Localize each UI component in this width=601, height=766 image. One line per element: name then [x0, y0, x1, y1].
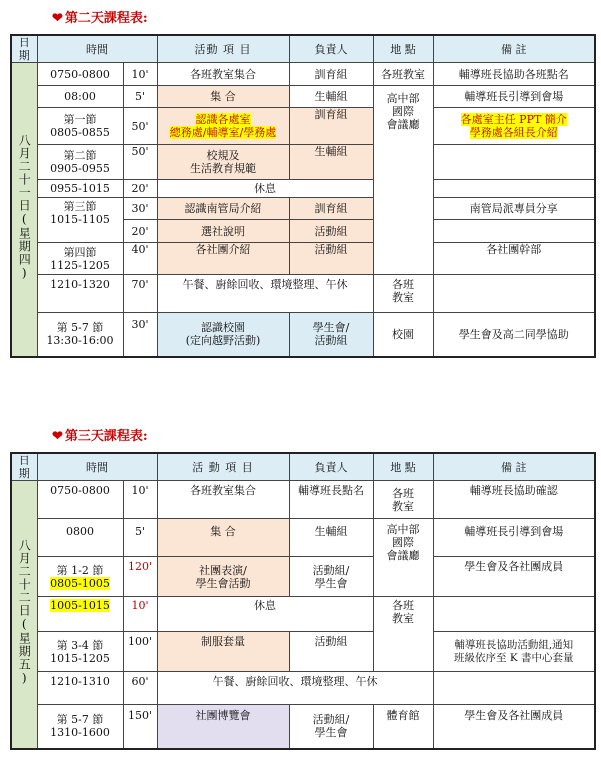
duration-cell: 120': [123, 557, 157, 597]
activity-cell: 休息: [157, 180, 373, 198]
header-activity: 活 動 項 目: [157, 453, 289, 481]
note-cell: [433, 108, 595, 145]
activity-cell: 選社說明: [157, 220, 289, 243]
owner-cell: 生輔組: [289, 86, 373, 108]
table-row: [11, 672, 595, 705]
table-header-row: [11, 35, 595, 63]
place-cell: 高中部 國際 會議廳: [373, 519, 433, 597]
note-cell: 學生會及各社團成員: [433, 557, 595, 597]
time-cell: 第 5-7 節 13:30-16:00: [37, 313, 123, 357]
table-row: [11, 705, 595, 749]
time-cell: 0955-1015: [37, 180, 123, 198]
owner-cell: 活動組/ 學生會: [289, 705, 373, 749]
time-cell: 第四節 1125-1205: [37, 243, 123, 275]
note-cell: 輔導班長協助活動組,通知 班級依序至 K 書中心套量: [433, 632, 595, 672]
table-row: [11, 275, 595, 313]
day2-schedule-table: [10, 34, 596, 358]
activity-cell: 制服套量: [157, 632, 289, 672]
table-row: [11, 86, 595, 108]
day2-heading: [52, 7, 148, 26]
header-time: 時間: [37, 35, 157, 63]
header-place: 地 點: [373, 453, 433, 481]
table-row: [11, 63, 595, 86]
note-cell: [433, 220, 595, 243]
note-cell: 各社團幹部: [433, 243, 595, 275]
table-row: [11, 313, 595, 357]
header-time: 時間: [37, 453, 157, 481]
place-cell: 各班 教室: [373, 597, 433, 672]
day-label: 八月二十一日(星期四): [17, 134, 32, 282]
owner-cell: 訓育組: [289, 108, 373, 145]
table-row: [11, 145, 595, 180]
time-cell: 第 5-7 節 1310-1600: [37, 705, 123, 749]
note-cell: [433, 145, 595, 180]
table-row: [11, 519, 595, 557]
duration-cell: 40': [123, 243, 157, 275]
place-cell: 高中部 國際 會議廳: [373, 86, 433, 275]
heart-icon: ❤: [52, 11, 63, 26]
day3-schedule-table: [10, 452, 596, 750]
note-cell: 學生會及各社團成員: [433, 705, 595, 749]
place-cell: 體育館: [373, 705, 433, 749]
place-cell: 各班 教室: [373, 275, 433, 313]
duration-cell: 20': [123, 220, 157, 243]
header-note: 備 註: [433, 453, 595, 481]
owner-cell: 活動組: [289, 220, 373, 243]
activity-cell: 各班教室集合: [157, 481, 289, 519]
activity-cell: 認識南管局介紹: [157, 198, 289, 220]
activity-cell: 社團表演/ 學生會活動: [157, 557, 289, 597]
activity-cell: 休息: [157, 597, 373, 632]
owner-cell: 活動組/ 學生會: [289, 557, 373, 597]
activity-cell: 午餐、廚餘回收、環境整理、午休: [157, 275, 373, 313]
highlighted-activity: 認識各處室 總務處/輔導室/學務處: [169, 113, 277, 139]
time-cell: 第三節 1015-1105: [37, 198, 123, 243]
owner-cell: 訓育組: [289, 198, 373, 220]
time-cell: 0750-0800: [37, 63, 123, 86]
duration-cell: 30': [123, 313, 157, 357]
note-cell: 南管局派專員分享: [433, 198, 595, 220]
time-cell: 第 3-4 節 1015-1205: [37, 632, 123, 672]
table-row: [11, 198, 595, 220]
activity-cell: [157, 108, 289, 145]
time-cell: 第一節 0805-0855: [37, 108, 123, 145]
duration-cell: 10': [123, 597, 157, 632]
duration-cell: 5': [123, 86, 157, 108]
activity-cell: 認識校園 (定向越野活動): [157, 313, 289, 357]
duration-cell: 10': [123, 63, 157, 86]
time-cell: [37, 597, 123, 632]
activity-cell: 午餐、廚餘回收、環境整理、午休: [157, 672, 433, 705]
duration-cell: 20': [123, 180, 157, 198]
activity-cell: 集 合: [157, 519, 289, 557]
owner-cell: 訓育組: [289, 63, 373, 86]
header-note: 備 註: [433, 35, 595, 63]
note-cell: 輔導班長協助確認: [433, 481, 595, 519]
note-cell: [433, 275, 595, 313]
highlighted-time: 1005-1015: [50, 599, 110, 612]
duration-cell: 70': [123, 275, 157, 313]
table-row: [11, 597, 595, 632]
header-place: 地 點: [373, 35, 433, 63]
note-cell: 輔導班長協助各班點名: [433, 63, 595, 86]
day-label: 八月二十二日(星期五): [17, 539, 32, 687]
activity-cell: 各社團介紹: [157, 243, 289, 275]
table-row: [11, 108, 595, 145]
duration-cell: 50': [123, 145, 157, 180]
owner-cell: 活動組: [289, 243, 373, 275]
duration-cell: 5': [123, 519, 157, 557]
table-row: [11, 557, 595, 597]
time-cell: [37, 557, 123, 597]
note-cell: 輔導班長引導到會場: [433, 86, 595, 108]
activity-cell: 集 合: [157, 86, 289, 108]
table-row: [11, 180, 595, 198]
note-cell: [433, 597, 595, 632]
table-row: [11, 481, 595, 519]
day-label-cell: [11, 481, 37, 749]
header-day: 日期: [11, 453, 37, 481]
day-label-cell: [11, 63, 37, 357]
time-cell: 0800: [37, 519, 123, 557]
place-cell: 各班 教室: [373, 481, 433, 519]
header-owner: 負責人: [289, 453, 373, 481]
note-cell: [433, 180, 595, 198]
duration-cell: 150': [123, 705, 157, 749]
time-cell: 第二節 0905-0955: [37, 145, 123, 180]
duration-cell: 50': [123, 108, 157, 145]
place-cell: 各班教室: [373, 63, 433, 86]
duration-cell: 100': [123, 632, 157, 672]
time-cell: 1210-1320: [37, 275, 123, 313]
place-cell: 校園: [373, 313, 433, 357]
note-cell: 輔導班長引導到會場: [433, 519, 595, 557]
highlighted-note: 各處室主任 PPT 簡介 學務處各組長介紹: [460, 113, 567, 139]
table-header-row: [11, 453, 595, 481]
header-day: 日期: [11, 35, 37, 63]
activity-cell: 校規及 生活教育規範: [157, 145, 289, 180]
header-activity: 活動 項 目: [157, 35, 289, 63]
period-label: 第 1-2 節: [56, 563, 104, 577]
day3-title: 第三天課程表:: [64, 429, 148, 444]
activity-cell: 社團博覽會: [157, 705, 289, 749]
owner-cell: 生輔組: [289, 519, 373, 557]
duration-cell: 10': [123, 481, 157, 519]
table-row: [11, 632, 595, 672]
table-row: [11, 243, 595, 275]
time-cell: 0750-0800: [37, 481, 123, 519]
note-cell: 學生會及高二同學協助: [433, 313, 595, 357]
owner-cell: 活動組: [289, 632, 373, 672]
owner-cell: 學生會/ 活動組: [289, 313, 373, 357]
activity-cell: 各班教室集合: [157, 63, 289, 86]
owner-cell: 輔導班長點名: [289, 481, 373, 519]
time-cell: 1210-1310: [37, 672, 123, 705]
duration-cell: 30': [123, 198, 157, 220]
owner-cell: 生輔組: [289, 145, 373, 180]
duration-cell: 60': [123, 672, 157, 705]
header-owner: 負責人: [289, 35, 373, 63]
heart-icon: ❤: [52, 429, 63, 444]
day2-title: 第二天課程表:: [64, 11, 148, 26]
day3-heading: [52, 425, 148, 444]
highlighted-time: 0805-1005: [50, 576, 110, 590]
note-cell: [433, 672, 595, 705]
time-cell: 08:00: [37, 86, 123, 108]
